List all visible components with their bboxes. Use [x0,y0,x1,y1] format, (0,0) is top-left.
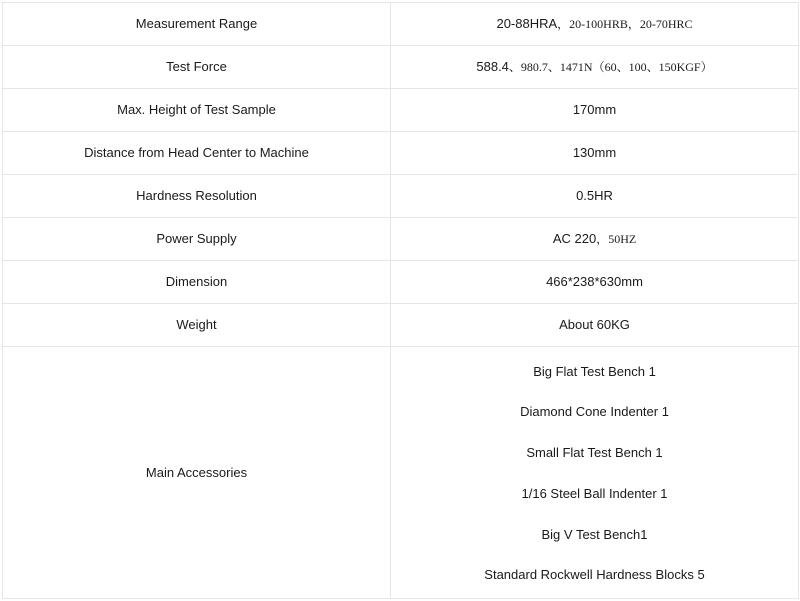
spec-value-main: 588.4 [476,59,509,74]
spec-label: Weight [3,304,391,347]
list-item: Standard Rockwell Hardness Blocks 5 [484,567,705,583]
table-row [3,3,799,46]
table-row [3,46,799,89]
spec-label: Distance from Head Center to Machine [3,132,391,175]
spec-value: About 60KG [391,304,799,347]
spec-label: Max. Height of Test Sample [3,89,391,132]
spec-value: 170mm [391,89,799,132]
spec-label: Measurement Range [3,3,391,46]
table-row [3,304,799,347]
specification-table [2,2,799,599]
spec-label: Dimension [3,261,391,304]
spec-value [391,218,799,261]
spec-value-rest: ，50HZ [596,232,637,246]
table-row [3,175,799,218]
list-item: Big Flat Test Bench 1 [533,363,656,379]
table-row [3,218,799,261]
spec-value-main: 20-88HRA [496,16,558,31]
table-row [3,89,799,132]
list-item: Diamond Cone Indenter 1 [520,404,669,420]
spec-value-rest: ，20-100HRB，20-70HRC [557,17,693,31]
accessories-list [391,358,798,588]
table-row [3,132,799,175]
spec-label: Main Accessories [3,347,391,599]
spec-value: 0.5HR [391,175,799,218]
spec-value: 130mm [391,132,799,175]
spec-label: Test Force [3,46,391,89]
spec-value-rest: 、980.7、1471N（60、100、150KGF） [508,60,713,74]
spec-value: 466*238*630mm [391,261,799,304]
list-item: Big V Test Bench1 [541,526,648,542]
spec-value [391,3,799,46]
spec-label: Hardness Resolution [3,175,391,218]
spec-value [391,46,799,89]
list-item: Small Flat Test Bench 1 [526,445,663,461]
accessories-cell [391,347,799,599]
spec-label: Power Supply [3,218,391,261]
spec-value-main: AC 220 [552,231,597,246]
table-row [3,261,799,304]
table-row [3,347,799,599]
list-item: 1/16 Steel Ball Indenter 1 [521,485,668,501]
